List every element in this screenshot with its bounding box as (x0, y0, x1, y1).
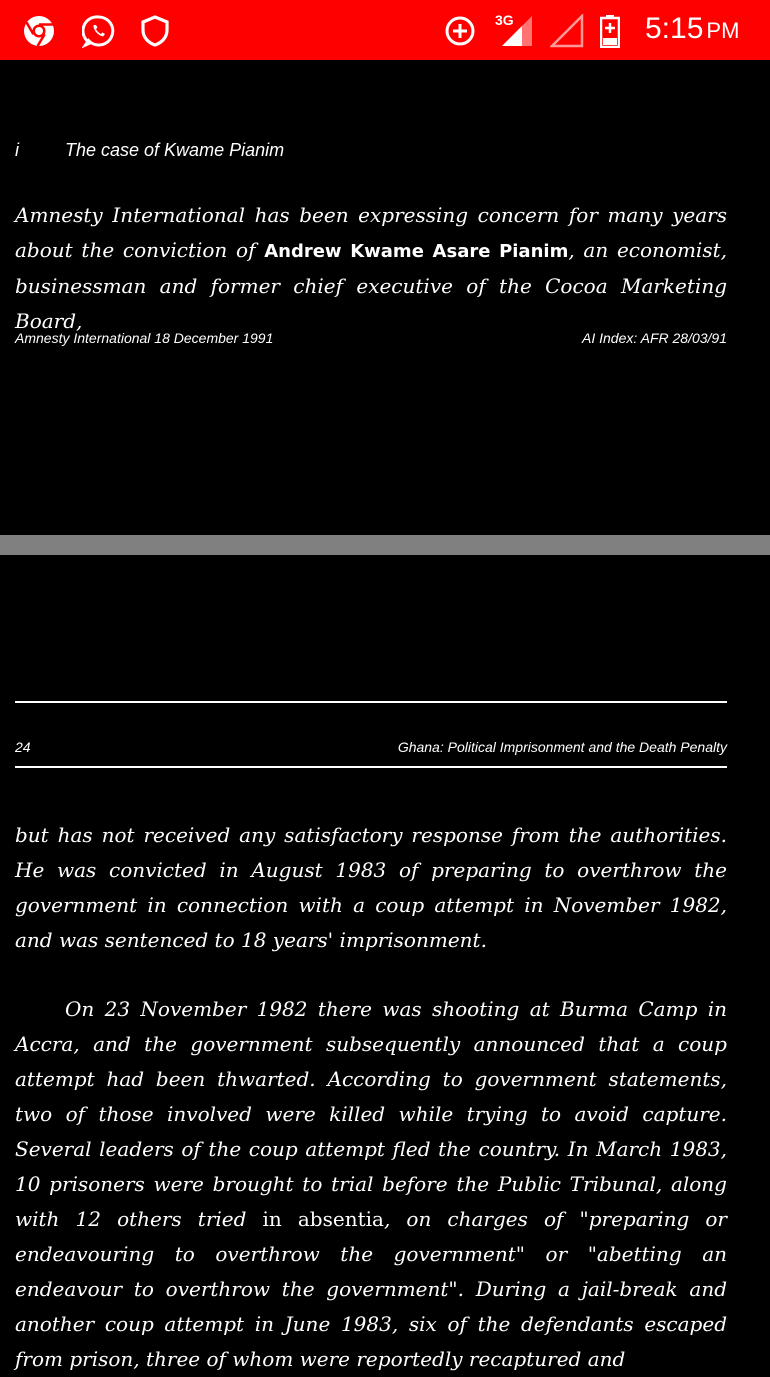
header-rule-top (15, 701, 727, 703)
header-rule-bottom (15, 766, 727, 768)
page-footer-right: AI Index: AFR 28/03/91 (581, 330, 727, 346)
person-name-bold: Andrew Kwame Asare Pianim (264, 241, 569, 262)
shield-icon (138, 14, 172, 48)
clock-ampm: PM (706, 18, 740, 43)
section-title: The case of Kwame Pianim (65, 140, 285, 160)
paragraph-text: , an economist, businessman and former chief executive of the Cocoa Marketing Board, (15, 238, 727, 333)
italic-phrase: in absentia (262, 1207, 384, 1231)
network-type-label: 3G (495, 12, 514, 28)
body-paragraph (15, 198, 727, 339)
battery-charging-icon (600, 14, 620, 48)
document-page-1 (0, 0, 770, 535)
page-divider (0, 535, 770, 555)
body-paragraph: but has not received any satisfactory response from the authorities. He was convicted in August 1983 of preparing to overthrow the government in connection with a coup attempt in November 1982, and was sentenced to 18 years' imprisonment. (15, 823, 727, 952)
data-saver-icon (443, 14, 477, 48)
document-page-2 (0, 555, 770, 1370)
body-paragraph (15, 992, 727, 1377)
status-bar (0, 0, 770, 60)
clock (645, 12, 739, 46)
chrome-icon (22, 14, 56, 48)
page-number: 24 (15, 739, 31, 755)
section-heading (15, 140, 284, 161)
signal-empty-icon (550, 14, 584, 48)
section-number: i (15, 140, 19, 160)
page-footer-left: Amnesty International 18 December 1991 (15, 330, 274, 346)
paragraph-text: On 23 November 1982 there was shooting at Burma Camp in Accra, and the government subsequently announced that a coup attempt had been thwarted. According to government statements, two of those involved were killed while trying to avoid capture. Several leaders of the coup attempt fled the country. In March 1983, 10 prisoners were brought to trial before the Public Tribunal, along with 12 others tried (15, 997, 727, 1231)
paragraph-text: Amnesty International has been expressing concern for many years about the conviction of (15, 203, 727, 262)
signal-3g-icon (500, 14, 534, 48)
clock-time: 5:15 (645, 12, 704, 45)
whatsapp-icon (82, 14, 116, 48)
paragraph-text: , on charges of "preparing or endeavouring to overthrow the government" or "abetting an endeavour to overthrow the government". During a jail-break and another coup attempt in June 1983, six of the defendants escaped from prison, three of whom were reportedly recaptured and (15, 1207, 727, 1371)
running-header-title: Ghana: Political Imprisonment and the Death Penalty (397, 739, 727, 755)
